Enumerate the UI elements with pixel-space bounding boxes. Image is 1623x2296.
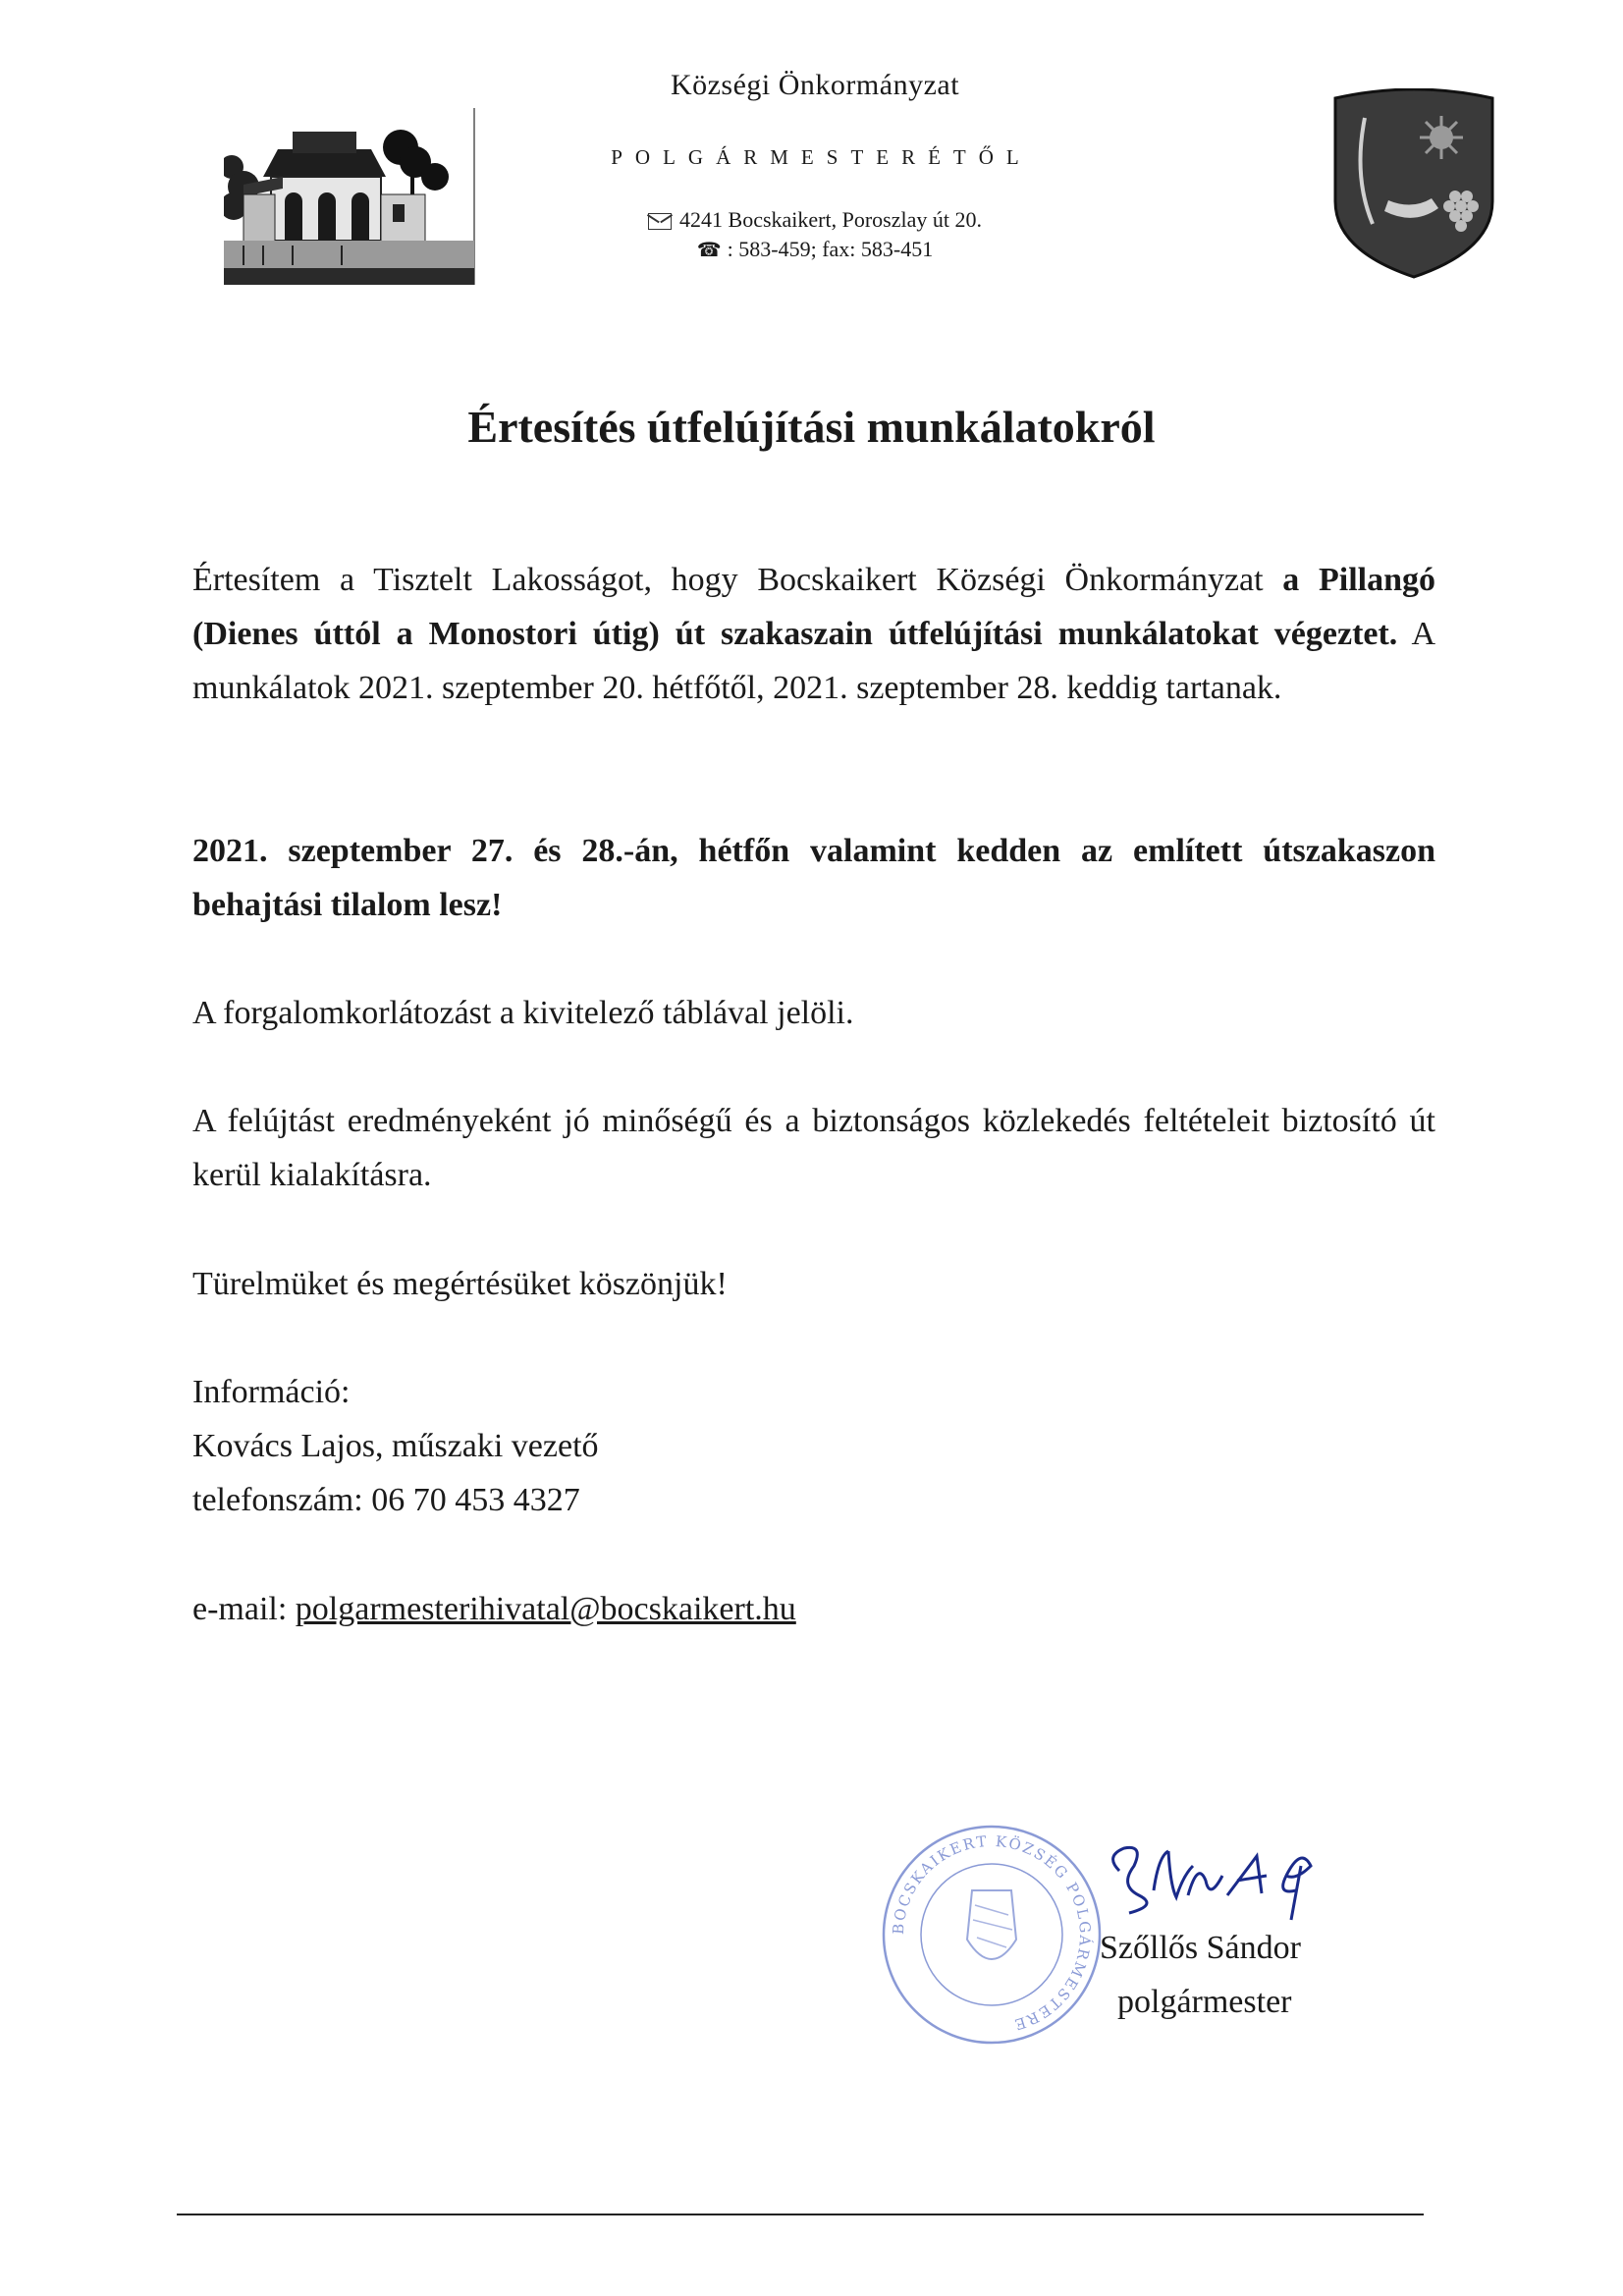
email-line — [192, 1582, 1435, 1636]
svg-text:BOCSKAIKERT KÖZSÉG POLGÁRMESTE — [890, 1832, 1094, 2034]
address-line — [550, 207, 1080, 233]
handwritten-signature — [1100, 1836, 1325, 1925]
footer-divider — [177, 2214, 1424, 2215]
work-location-text: a Pillangó (Dienes úttól a Monostori útig) út szakaszain útfelújítási munkálatokat végeztet. — [192, 562, 1436, 652]
document-title: Értesítés útfelújítási munkálatokról — [467, 402, 1156, 452]
info-phone: telefonszám: 06 70 453 4327 — [192, 1482, 580, 1518]
stamp-icon — [879, 1822, 1105, 2048]
paragraph-closure-warning: 2021. szeptember 27. és 28.-án, hétfőn valamint kedden az említett útszakaszon behajtási tilalom lesz! — [192, 833, 1435, 923]
paragraph-thanks: Türelmüket és megértésüket köszönjük! — [192, 1266, 728, 1302]
signature-icon — [1100, 1836, 1325, 1925]
paragraph-intro — [192, 553, 1435, 715]
stamp-text: BOCSKAIKERT KÖZSÉG POLGÁRMESTERE — [889, 1831, 1095, 2035]
coat-of-arms — [1325, 88, 1502, 285]
signatory-title: polgármester — [1117, 1984, 1292, 2020]
intro-text: Értesítem a Tisztelt Lakosságot, hogy Bocskaikert Községi Önkormányzat — [192, 562, 1264, 598]
signatory-name: Szőllős Sándor — [1100, 1930, 1301, 1966]
info-label: Információ: — [192, 1374, 351, 1410]
office-name: POLGÁRMESTERÉTŐL — [611, 145, 1032, 169]
envelope-icon — [648, 213, 672, 230]
info-contact-name: Kovács Lajos, műszaki vezető — [192, 1428, 599, 1464]
info-block — [192, 1365, 1435, 1527]
building-photo — [224, 108, 479, 285]
telephone-icon: ☎ — [696, 240, 722, 261]
coat-of-arms-icon — [1325, 88, 1502, 285]
email-label: e-mail: — [192, 1591, 296, 1627]
town-hall-icon — [224, 108, 479, 285]
work-period-text: A munkálatok 2021. szeptember 20. hétfőtől, 2021. szeptember 28. keddig tartanak. — [192, 616, 1436, 706]
email-link[interactable]: polgarmesterihivatal@bocskaikert.hu — [295, 1591, 796, 1627]
paragraph-signage: A forgalomkorlátozást a kivitelező táblával jelöli. — [192, 995, 854, 1031]
paragraph-result: A felújtást eredményeként jó minőségű és a biztonságos közlekedés feltételeit biztosító út kerül kialakításra. — [192, 1103, 1435, 1193]
phone-line — [550, 237, 1080, 262]
phone-fax-text: : 583-459; fax: 583-451 — [727, 237, 934, 261]
letterhead — [550, 69, 1080, 262]
official-stamp — [879, 1822, 1105, 2048]
organization-name: Községi Önkormányzat — [670, 69, 960, 101]
address-text: 4241 Bocskaikert, Poroszlay út 20. — [679, 207, 982, 232]
